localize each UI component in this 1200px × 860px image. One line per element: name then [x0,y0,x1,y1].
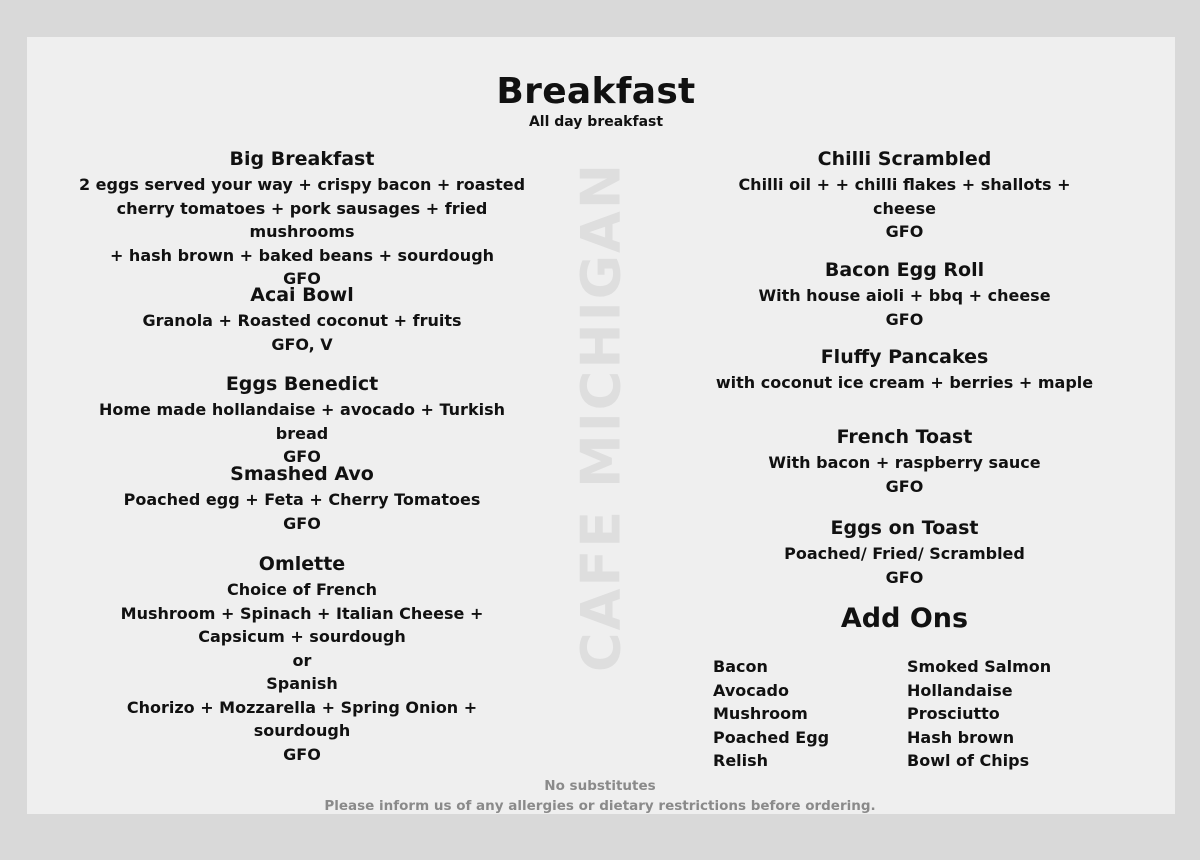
page-subtitle: All day breakfast [528,114,664,130]
watermark: CAFE MICHIGAN [569,161,633,673]
item-desc-line: GFO [885,309,924,329]
addon-item: Prosciutto [907,704,1000,723]
item-name: Eggs on Toast [830,517,979,539]
menu-item-chilli-scrambled [707,146,1102,244]
menu-item-bacon-egg-roll [707,257,1102,331]
menu-item-eggs-benedict [77,371,527,469]
addons-list-right [907,655,1051,773]
page-title: Breakfast [496,71,696,112]
menu-item-eggs-on-toast [707,515,1102,589]
item-desc-line: GFO [283,744,321,764]
item-desc-line: Spanish [266,674,338,693]
item-desc-line: cherry tomatoes + pork sausages + fried mushrooms [116,198,488,241]
item-desc-line: GFO [885,567,924,587]
menu-item-acai-bowl [77,282,527,356]
item-desc-line: GFO, V [271,334,333,354]
addon-item: Relish [713,751,769,770]
menu-page [27,37,1175,814]
item-desc-line: Mushroom + Spinach + Italian Cheese + [120,603,484,623]
item-name: Eggs Benedict [225,373,379,395]
menu-item-omlette [77,551,527,766]
item-name: Omlette [258,553,346,575]
addon-item: Smoked Salmon [907,657,1052,676]
item-desc-line: + hash brown + baked beans + sourdough [109,245,495,265]
item-desc-line: Chilli oil + + chilli flakes + shallots + cheese [738,175,1071,218]
addon-item: Mushroom [713,704,808,723]
item-desc-line: Home made hollandaise + avocado + Turkish bread [99,400,505,443]
menu-item-big-breakfast [77,146,527,291]
addon-item: Poached Egg [713,727,830,747]
menu-item-fluffy-pancakes [707,344,1102,395]
item-name: Chilli Scrambled [817,148,992,170]
addon-item: Hash brown [907,727,1015,747]
item-desc-line: or [292,650,312,670]
item-name: Fluffy Pancakes [820,346,989,368]
item-desc-line: GFO [283,269,321,288]
addon-item: Hollandaise [907,680,1013,700]
item-name: French Toast [836,426,973,448]
item-desc-line: GFO [283,513,321,533]
menu-item-smashed-avo [77,461,527,535]
menu-item-french-toast [707,424,1102,498]
item-name: Acai Bowl [250,284,354,306]
addon-item: Bowl of Chips [907,751,1030,770]
item-desc-line: with coconut ice cream + berries + maple [715,373,1094,392]
footer-allergy-note: Please inform us of any allergies or dietary restrictions before ordering. [324,798,876,814]
item-desc-line: Poached egg + Feta + Cherry Tomatoes [123,490,481,509]
addons-title: Add Ons [840,603,969,634]
addons-list-left [713,655,829,773]
addon-item: Bacon [713,657,768,676]
item-desc-line: GFO [885,222,924,241]
item-desc-line: With house aioli + bbq + cheese [758,286,1051,305]
item-desc-line: 2 eggs served your way + crispy bacon + roasted [78,175,526,194]
item-desc-line: Capsicum + sourdough [198,627,406,646]
item-desc-line: Chorizo + Mozzarella + Spring Onion + [126,697,478,717]
item-name: Bacon Egg Roll [824,259,985,281]
item-desc-line: GFO [885,476,924,496]
item-desc-line: With bacon + raspberry sauce [768,453,1041,472]
item-desc-line: sourdough [253,721,351,740]
item-name: Smashed Avo [230,463,374,485]
item-name: Big Breakfast [229,148,375,170]
item-desc-line: GFO [283,447,321,466]
item-desc-line: Poached/ Fried/ Scrambled [784,544,1025,563]
item-desc-line: Granola + Roasted coconut + fruits [142,311,462,330]
footer-no-substitutes: No substitutes [544,778,656,794]
item-desc-line: Choice of French [227,580,377,599]
addon-item: Avocado [713,680,789,700]
